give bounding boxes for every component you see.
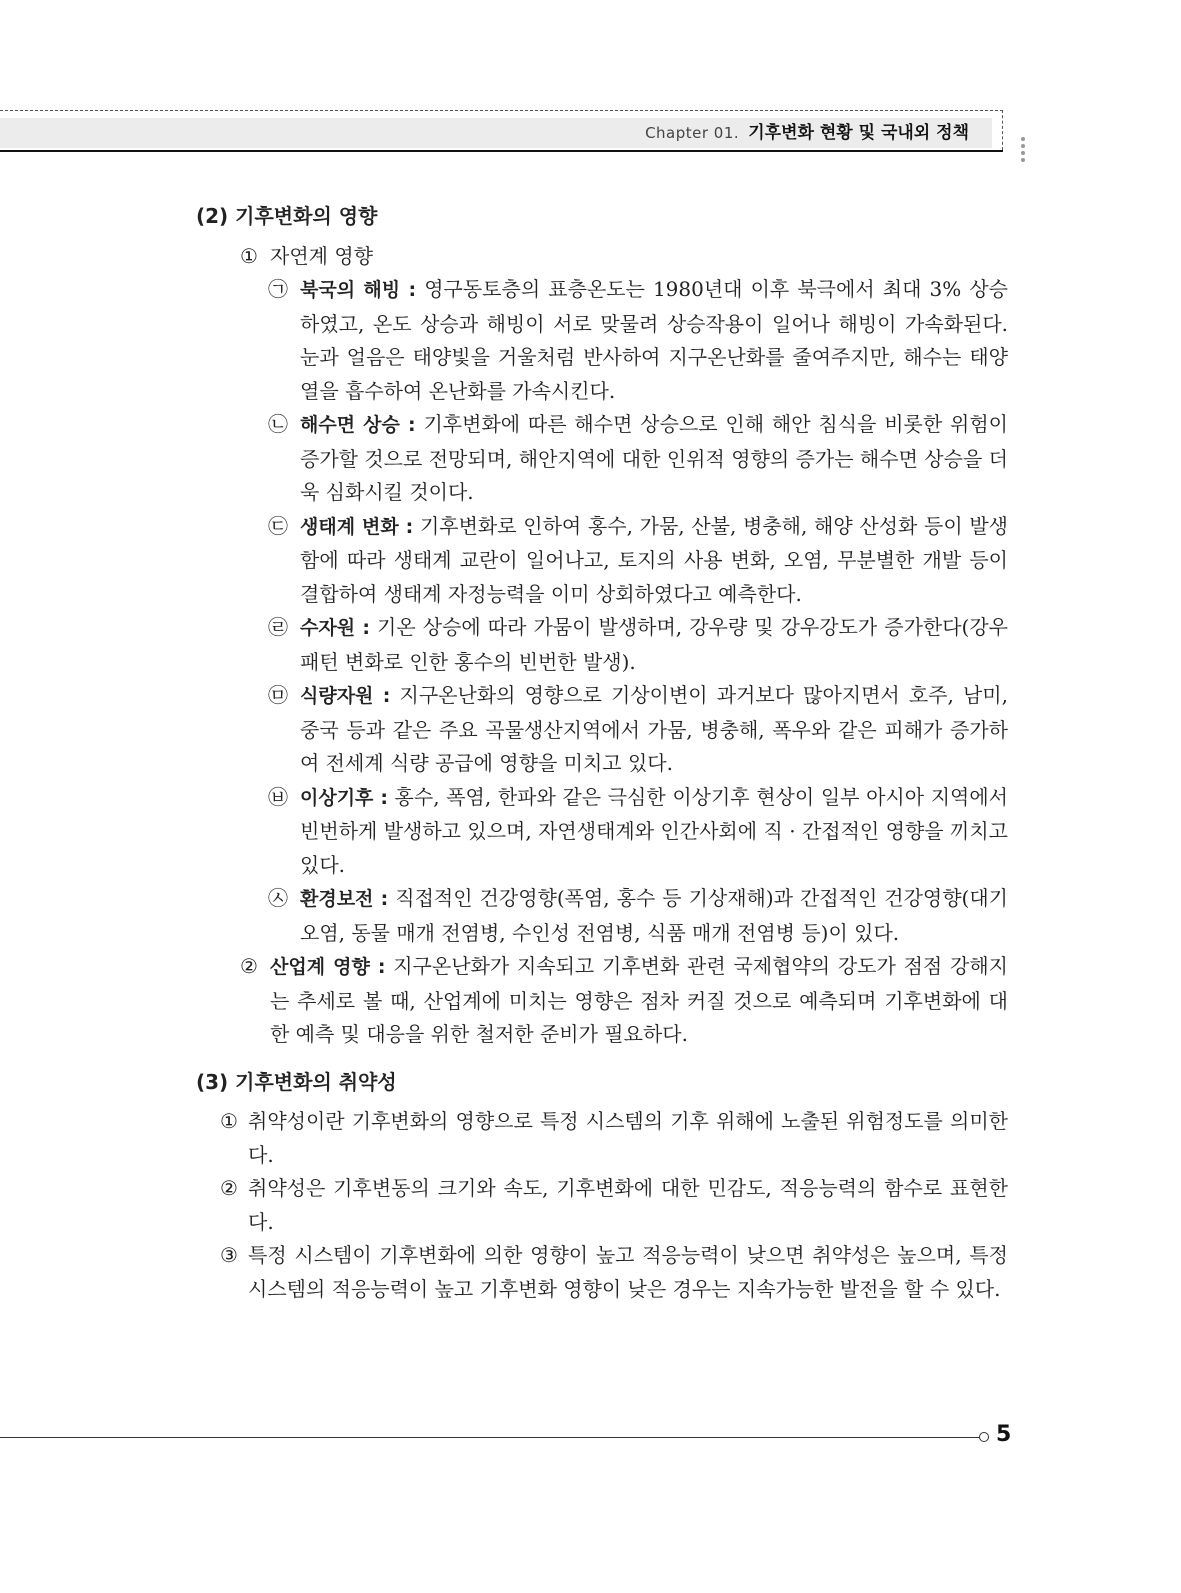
header-chapter-title: 기후변화 현황 및 국내외 정책 [748, 123, 969, 143]
header-dots-ornament [1021, 137, 1027, 165]
footer-rule [0, 1437, 980, 1438]
item-marker: ㉡ [268, 412, 288, 436]
item-natural-impact [240, 240, 1008, 274]
list-item [220, 1239, 1008, 1306]
item-term: 산업계 영향 : [270, 956, 386, 978]
list-item [268, 679, 1008, 781]
list-item [220, 1105, 1008, 1172]
item-term: 이상기후 : [300, 786, 388, 809]
item-text: 직접적인 건강영향(폭염, 홍수 등 기상재해)과 간접적인 건강영향(대기오염, 동물 매개 전염병, 수인성 전염병, 식품 매개 전염병 등)이 있다. [300, 886, 1008, 945]
item-text: 기온 상승에 따라 가뭄이 발생하며, 강우량 및 강우강도가 증가한다(강우 패턴 변화로 인한 홍수의 빈번한 발생). [300, 615, 1008, 674]
section-heading-vulnerability: (3) 기후변화의 취약성 [196, 1069, 397, 1094]
item-text: 기후변화에 따른 해수면 상승으로 인해 해안 침식을 비롯한 위험이 증가할 것으로 전망되며, 해안지역에 대한 인위적 영향의 증가는 해수면 상승을 더욱 심화시킬 것이다. [300, 412, 1008, 504]
item-marker: ③ [220, 1243, 238, 1267]
item-text: 영구동토층의 표층온도는 1980년대 이후 북극에서 최대 3% 상승하였고, 온도 상승과 해빙이 서로 맞물려 상승작용이 일어나 해빙이 가속화된다. 눈과 얼음은 태양빛을 거울처럼 반사하여 지구온난화를 줄여주지만, 해수는 태양열을 흡수하여 온난화를 가속시킨다. [300, 277, 1008, 403]
page-number: 5 [996, 1422, 1012, 1447]
item-text: 특정 시스템이 기후변화에 의한 영향이 높고 적응능력이 낮으면 취약성은 높으며, 특정 시스템의 적응능력이 높고 기후변화 영향이 낮은 경우는 지속가능한 발전을 할 수 있다. [248, 1243, 1008, 1301]
item-label: 자연계 영향 [270, 243, 373, 268]
item-marker: ① [220, 1109, 238, 1133]
list-item [268, 510, 1008, 612]
item-term: 생태계 변화 : [300, 515, 414, 538]
list-item [268, 781, 1008, 883]
header-dashed-edge [1002, 110, 1003, 150]
header-dashed-line [0, 110, 1003, 111]
item-text: 지구온난화가 지속되고 기후변화 관련 국제협약의 강도가 점점 강해지는 추세로 볼 때, 산업계에 미치는 영향은 점차 커질 것으로 예측되며 기후변화에 대한 예측 및 대응을 위한 철저한 준비가 필요하다. [270, 954, 1008, 1046]
list-item [220, 1172, 1008, 1239]
list-item [268, 408, 1008, 510]
item-term: 해수면 상승 : [300, 414, 416, 436]
list-item [268, 611, 1008, 679]
page-body [196, 200, 1008, 1306]
header-rule [0, 150, 1003, 152]
item-marker: ① [240, 243, 258, 268]
item-marker: ㉥ [268, 784, 288, 809]
item-industry-impact [240, 950, 1008, 1052]
footer-circle-ornament [979, 1432, 989, 1442]
item-term: 수자원 : [300, 617, 370, 639]
header-chapter: Chapter 01. [645, 124, 740, 142]
running-header [645, 121, 969, 145]
item-term: 환경보전 : [300, 888, 389, 910]
section-heading-impacts: (2) 기후변화의 영향 [196, 204, 378, 228]
item-text: 취약성은 기후변동의 크기와 속도, 기후변화에 대한 민감도, 적응능력의 함수로 표현한다. [248, 1176, 1008, 1234]
item-marker: ㉠ [268, 277, 288, 301]
item-term: 북국의 해빙 : [300, 279, 417, 301]
item-marker: ② [220, 1176, 238, 1200]
item-text: 취약성이란 기후변화의 영향으로 특정 시스템의 기후 위해에 노출된 위험정도를 의미한다. [248, 1109, 1008, 1167]
list-item [268, 273, 1008, 408]
list-item [268, 882, 1008, 950]
item-marker: ㉤ [268, 683, 288, 707]
item-text: 홍수, 폭염, 한파와 같은 극심한 이상기후 현상이 일부 아시아 지역에서 빈번하게 발생하고 있으며, 자연생태계와 인간사회에 직 · 간접적인 영향을 끼치고 있다. [300, 784, 1008, 877]
item-text: 지구온난화의 영향으로 기상이변이 과거보다 많아지면서 호주, 남미, 중국 등과 같은 주요 곡물생산지역에서 가뭄, 병충해, 폭우와 같은 피해가 증가하여 전세계 식량 공급에 영향을 미치고 있다. [300, 683, 1008, 775]
item-text: 기후변화로 인하여 홍수, 가뭄, 산불, 병충해, 해양 산성화 등이 발생함에 따라 생태계 교란이 일어나고, 토지의 사용 변화, 오염, 무분별한 개발 등이 결합하여 생태계 자정능력을 이미 상회하였다고 예측한다. [300, 513, 1008, 606]
item-marker: ㉣ [268, 615, 288, 639]
item-marker: ㉢ [268, 513, 288, 538]
item-term: 식량자원 : [300, 685, 391, 707]
item-marker: ② [240, 954, 258, 978]
item-marker: ㉦ [268, 886, 288, 910]
